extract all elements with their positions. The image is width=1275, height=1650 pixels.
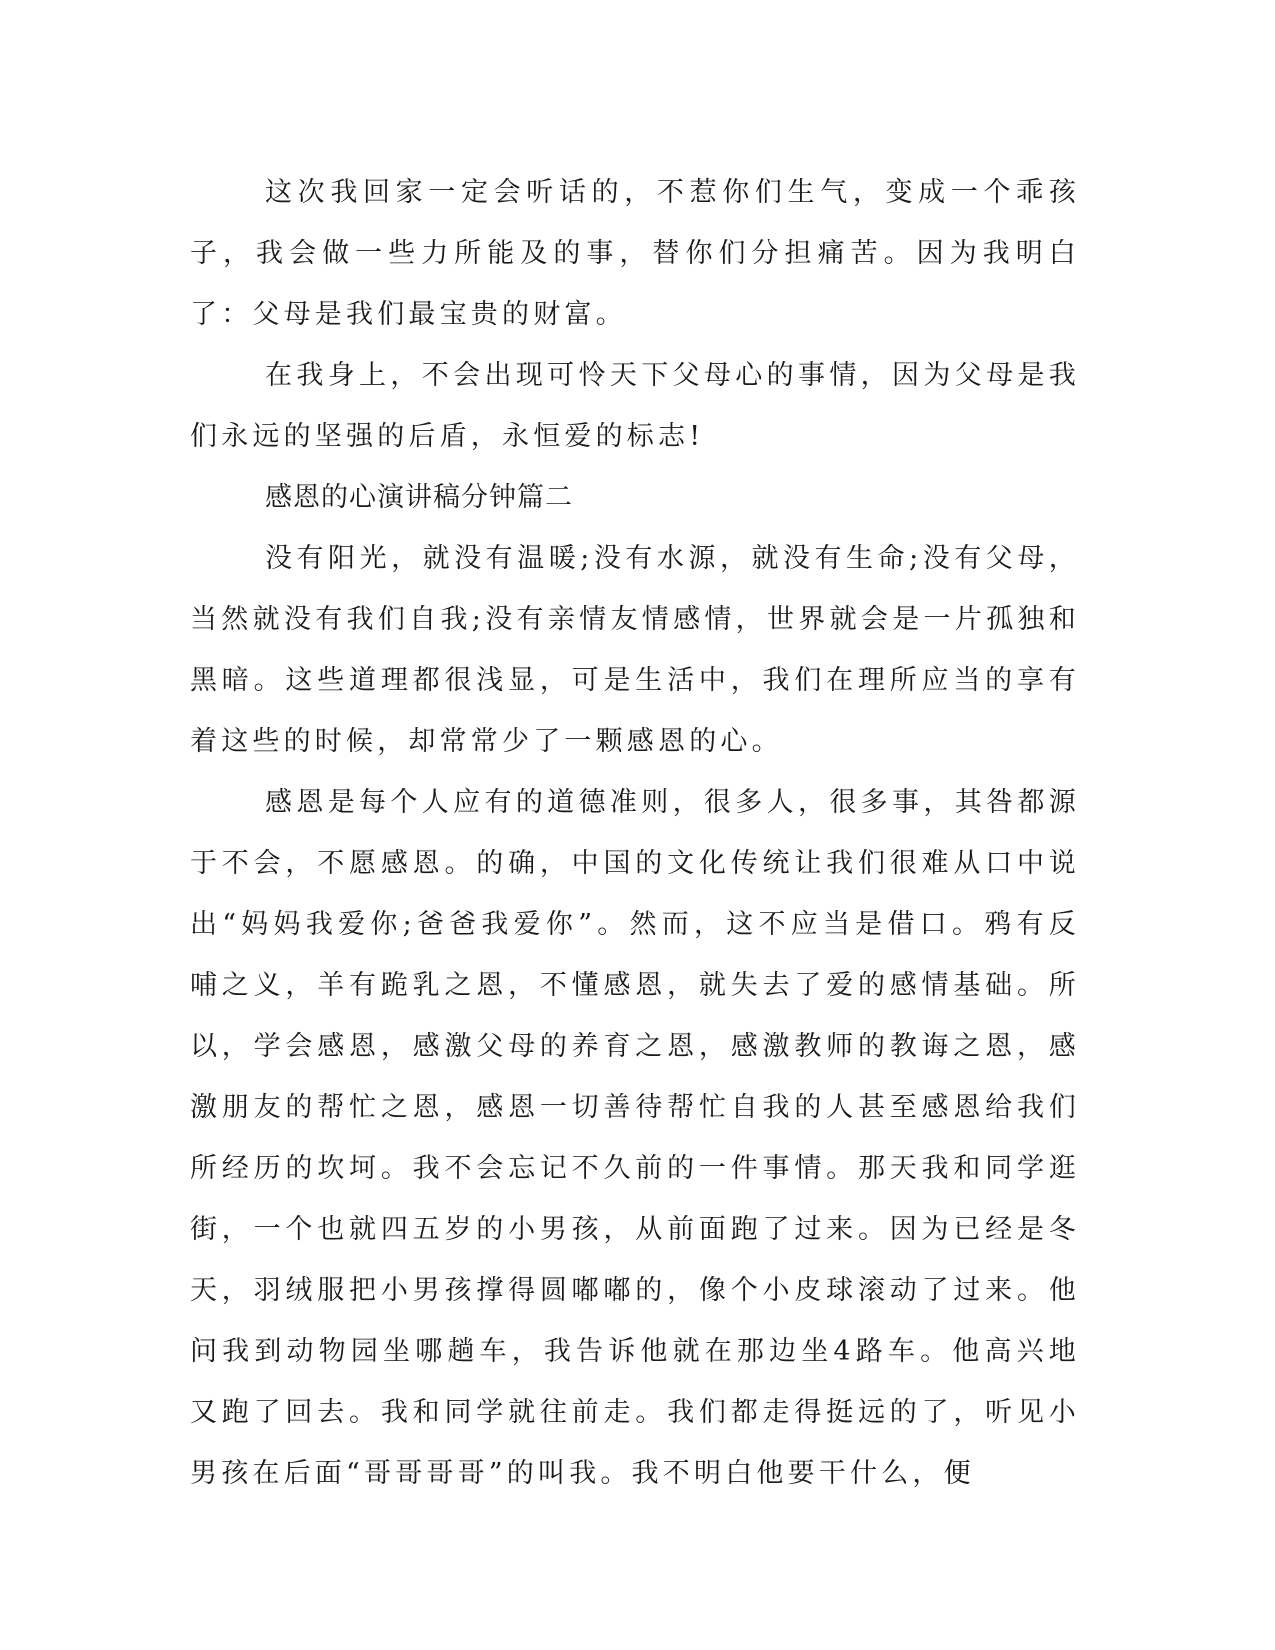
section-heading: 感恩的心演讲稿分钟篇二 [265, 482, 573, 513]
paragraph-1: 这次我回家一定会听话的，不惹你们生气，变成一个乖孩子，我会做一些力所能及的事，替你们分担痛苦。因为我明白了：父母是我们最宝贵的财富。 [190, 177, 1080, 330]
paragraph-4: 感恩是每个人应有的道德准则，很多人，很多事，其咎都源于不会，不愿感恩。的确，中国的文化传统让我们很难从口中说出“妈妈我爱你;爸爸我爱你”。然而，这不应当是借口。鸦有反哺之义，羊有跪乳之恩，不懂感恩，就失去了爱的感情基础。所以，学会感恩，感激父母的养育之恩，感激教师的教诲之恩，感激朋友的帮忙之恩，感恩一切善待帮忙自我的人甚至感恩给我们所经历的坎坷。我不会忘记不久前的一件事情。那天我和同学逛街，一个也就四五岁的小男孩，从前面跑了过来。因为已经是冬天，羽绒服把小男孩撑得圆嘟嘟的，像个小皮球滚动了过来。他问我到动物园坐哪趟车，我告诉他就在那边坐4路车。他高兴地又跑了回去。我和同学就往前走。我们都走得挺远的了，听见小男孩在后面“哥哥哥哥”的叫我。我不明白他要干什么，便 [190, 787, 1080, 1489]
paragraph-2: 在我身上，不会出现可怜天下父母心的事情，因为父母是我们永远的坚强的后盾，永恒爱的标志! [190, 360, 1080, 452]
document-body [190, 162, 1080, 1504]
paragraph-3: 没有阳光，就没有温暖;没有水源，就没有生命;没有父母，当然就没有我们自我;没有亲情友情感情，世界就会是一片孤独和黑暗。这些道理都很浅显，可是生活中，我们在理所应当的享有着这些的时候，却常常少了一颗感恩的心。 [190, 543, 1080, 757]
